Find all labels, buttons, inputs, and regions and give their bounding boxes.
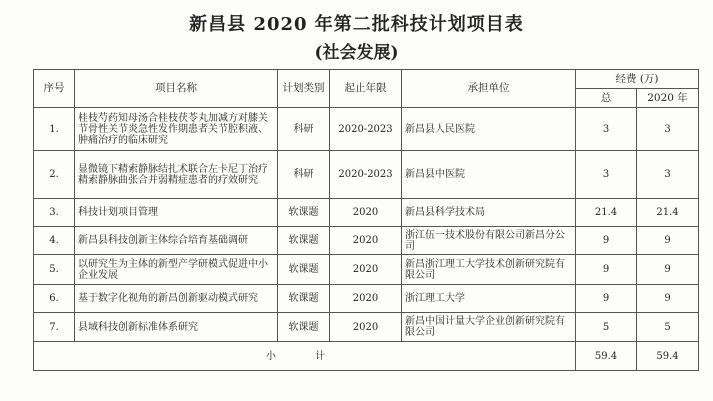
cell-seq: 1. <box>34 108 75 151</box>
cell-2020: 9 <box>637 255 699 285</box>
header-name: 项目名称 <box>75 70 278 108</box>
cell-total: 3 <box>576 108 637 151</box>
table-row <box>34 227 699 255</box>
cell-name: 基于数字化视角的新昌创新驱动模式研究 <box>75 285 278 313</box>
cell-name: 以研究生为主体的新型产学研模式促进中小企业发展 <box>75 255 278 285</box>
header-seq: 序号 <box>34 70 75 108</box>
cell-category: 软课题 <box>278 313 330 342</box>
cell-total: 9 <box>576 255 637 285</box>
subtotal-2020: 59.4 <box>637 342 699 371</box>
cell-category: 科研 <box>278 151 330 199</box>
header-total: 总 <box>576 89 637 108</box>
cell-years: 2020 <box>330 199 402 227</box>
table-row <box>34 151 699 199</box>
cell-unit: 浙江理工大学 <box>402 285 576 313</box>
cell-years: 2020-2023 <box>330 108 402 151</box>
cell-name: 科技计划项目管理 <box>75 199 278 227</box>
cell-unit: 新昌中国计量大学企业创新研究院有限公司 <box>402 313 576 342</box>
cell-unit: 新昌县人民医院 <box>402 108 576 151</box>
document-title: 新昌县 2020 年第二批科技计划项目表 <box>189 14 524 35</box>
cell-total: 5 <box>576 313 637 342</box>
table-row <box>34 285 699 313</box>
cell-seq: 7. <box>34 313 75 342</box>
cell-unit: 浙江伍一技术股份有限公司新昌分公司 <box>402 227 576 255</box>
cell-years: 2020 <box>330 285 402 313</box>
subtotal-total: 59.4 <box>576 342 637 371</box>
cell-2020: 5 <box>637 313 699 342</box>
cell-category: 软课题 <box>278 199 330 227</box>
cell-category: 软课题 <box>278 255 330 285</box>
cell-name: 新昌县科技创新主体综合培育基础调研 <box>75 227 278 255</box>
cell-unit: 新昌县科学技术局 <box>402 199 576 227</box>
cell-seq: 3. <box>34 199 75 227</box>
cell-category: 软课题 <box>278 285 330 313</box>
table-row <box>34 255 699 285</box>
header-category: 计划类别 <box>278 70 330 108</box>
cell-years: 2020 <box>330 227 402 255</box>
cell-total: 9 <box>576 227 637 255</box>
table-row <box>34 108 699 151</box>
cell-2020: 9 <box>637 285 699 313</box>
cell-seq: 4. <box>34 227 75 255</box>
project-table <box>33 69 699 371</box>
cell-years: 2020 <box>330 313 402 342</box>
cell-total: 21.4 <box>576 199 637 227</box>
header-unit: 承担单位 <box>402 70 576 108</box>
cell-total: 9 <box>576 285 637 313</box>
cell-seq: 6. <box>34 285 75 313</box>
cell-name: 县域科技创新标准体系研究 <box>75 313 278 342</box>
header-funding: 经费 (万) <box>576 70 699 89</box>
cell-years: 2020-2023 <box>330 151 402 199</box>
cell-2020: 3 <box>637 108 699 151</box>
cell-2020: 9 <box>637 227 699 255</box>
cell-name: 桂枝芍药知母汤合桂枝茯苓丸加减方对膝关节骨性关节炎急性发作期患者关节腔积液、肿痛治疗的临床研究 <box>75 108 278 151</box>
cell-category: 科研 <box>278 108 330 151</box>
cell-unit: 新昌县中医院 <box>402 151 576 199</box>
cell-2020: 21.4 <box>637 199 699 227</box>
subtotal-label: 小 计 <box>34 342 576 371</box>
subtotal-row <box>34 342 699 371</box>
cell-unit: 新昌浙江理工大学技术创新研究院有限公司 <box>402 255 576 285</box>
cell-years: 2020 <box>330 255 402 285</box>
cell-seq: 5. <box>34 255 75 285</box>
table-row <box>34 313 699 342</box>
header-years: 起止年限 <box>330 70 402 108</box>
cell-name: 显微镜下精索静脉结扎术联合左卡尼丁治疗精索静脉曲张合并弱精症患者的疗效研究 <box>75 151 278 199</box>
cell-seq: 2. <box>34 151 75 199</box>
cell-2020: 3 <box>637 151 699 199</box>
table-row <box>34 199 699 227</box>
cell-total: 3 <box>576 151 637 199</box>
document-subtitle: (社会发展) <box>314 43 399 63</box>
header-2020: 2020 年 <box>637 89 699 108</box>
cell-category: 软课题 <box>278 227 330 255</box>
header-row <box>34 70 699 89</box>
